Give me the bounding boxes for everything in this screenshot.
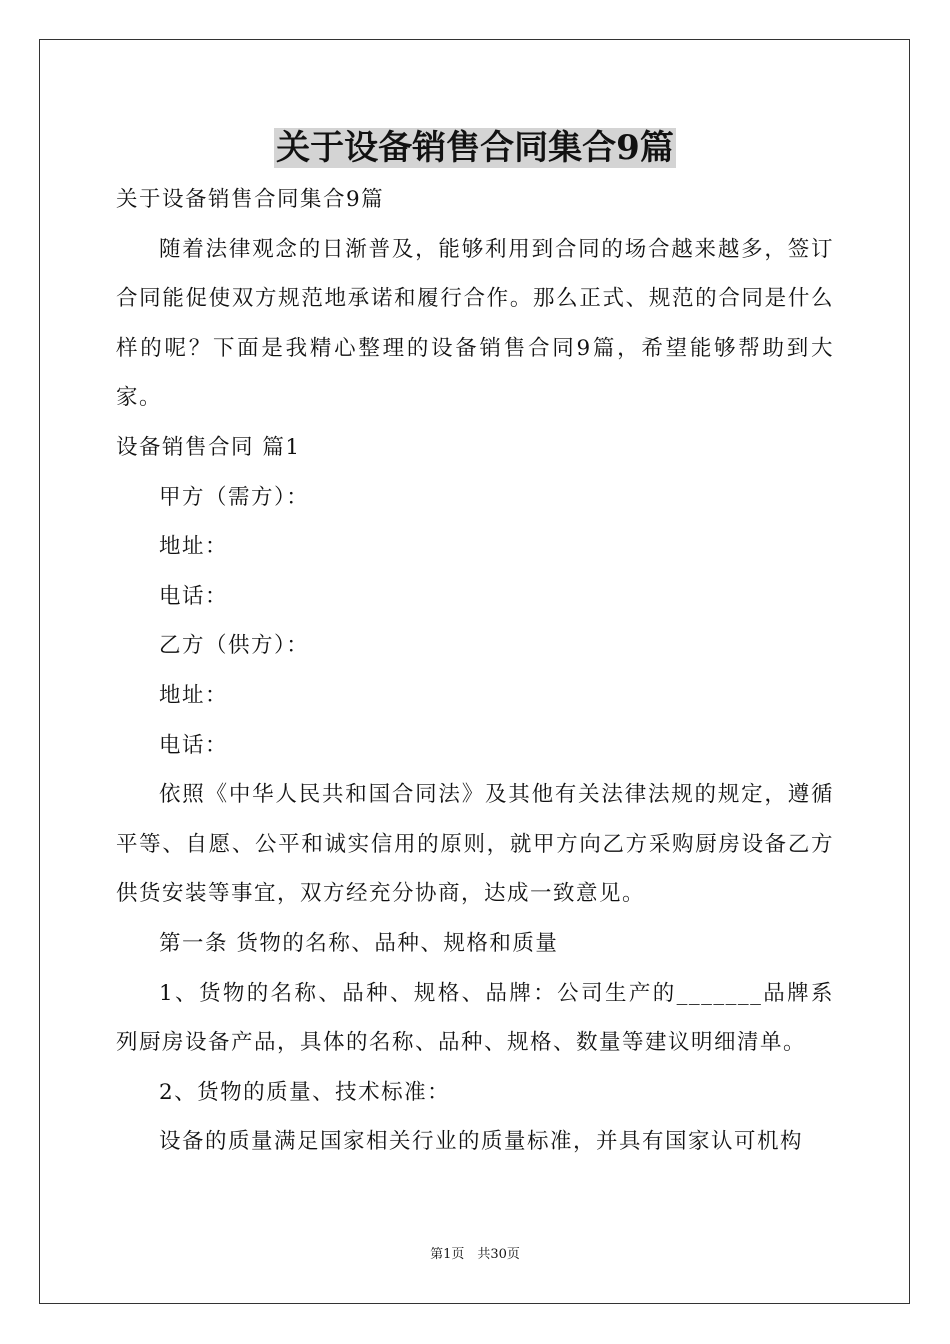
preamble-paragraph: 依照《中华人民共和国合同法》及其他有关法律法规的规定，遵循平等、自愿、公平和诚实信用的原则，就甲方向乙方采购厨房设备乙方供货安装等事宜，双方经充分协商，达成一致意见。 — [116, 782, 834, 907]
party-b-address: 地址： — [159, 682, 229, 708]
party-a-phone: 电话： — [159, 583, 229, 609]
document-title — [0, 126, 950, 170]
party-b-label: 乙方（供方）： — [159, 633, 310, 659]
clause-1-paragraph: 1、货物的名称、品种、规格、品牌：公司生产的_______品牌系列厨房设备产品，具体的名称、品种、规格、数量等建议明细清单。 — [116, 980, 834, 1056]
clause-2-paragraph: 设备的质量满足国家相关行业的质量标准，并具有国家认可机构 — [159, 1129, 804, 1155]
party-a-label: 甲方（需方）： — [159, 484, 310, 510]
article-one-heading: 第一条 货物的名称、品种、规格和质量 — [159, 930, 559, 956]
party-b-phone: 电话： — [159, 732, 229, 758]
subtitle-line: 关于设备销售合同集合9篇 — [116, 187, 385, 212]
section-heading: 设备销售合同 篇1 — [116, 434, 301, 460]
page-footer: 第1页 共30页 — [430, 1247, 520, 1262]
intro-paragraph: 随着法律观念的日渐普及，能够利用到合同的场合越来越多，签订合同能促使双方规范地承诺和履行合作。那么正式、规范的合同是什么样的呢？下面是我精心整理的设备销售合同9篇，希望能够帮助到大家。 — [116, 236, 834, 411]
document-body — [116, 175, 834, 1167]
clause-2-heading: 2、货物的质量、技术标准： — [159, 1079, 451, 1105]
document-title-text: 关于设备销售合同集合9篇 — [276, 128, 674, 168]
party-a-address: 地址： — [159, 534, 229, 560]
